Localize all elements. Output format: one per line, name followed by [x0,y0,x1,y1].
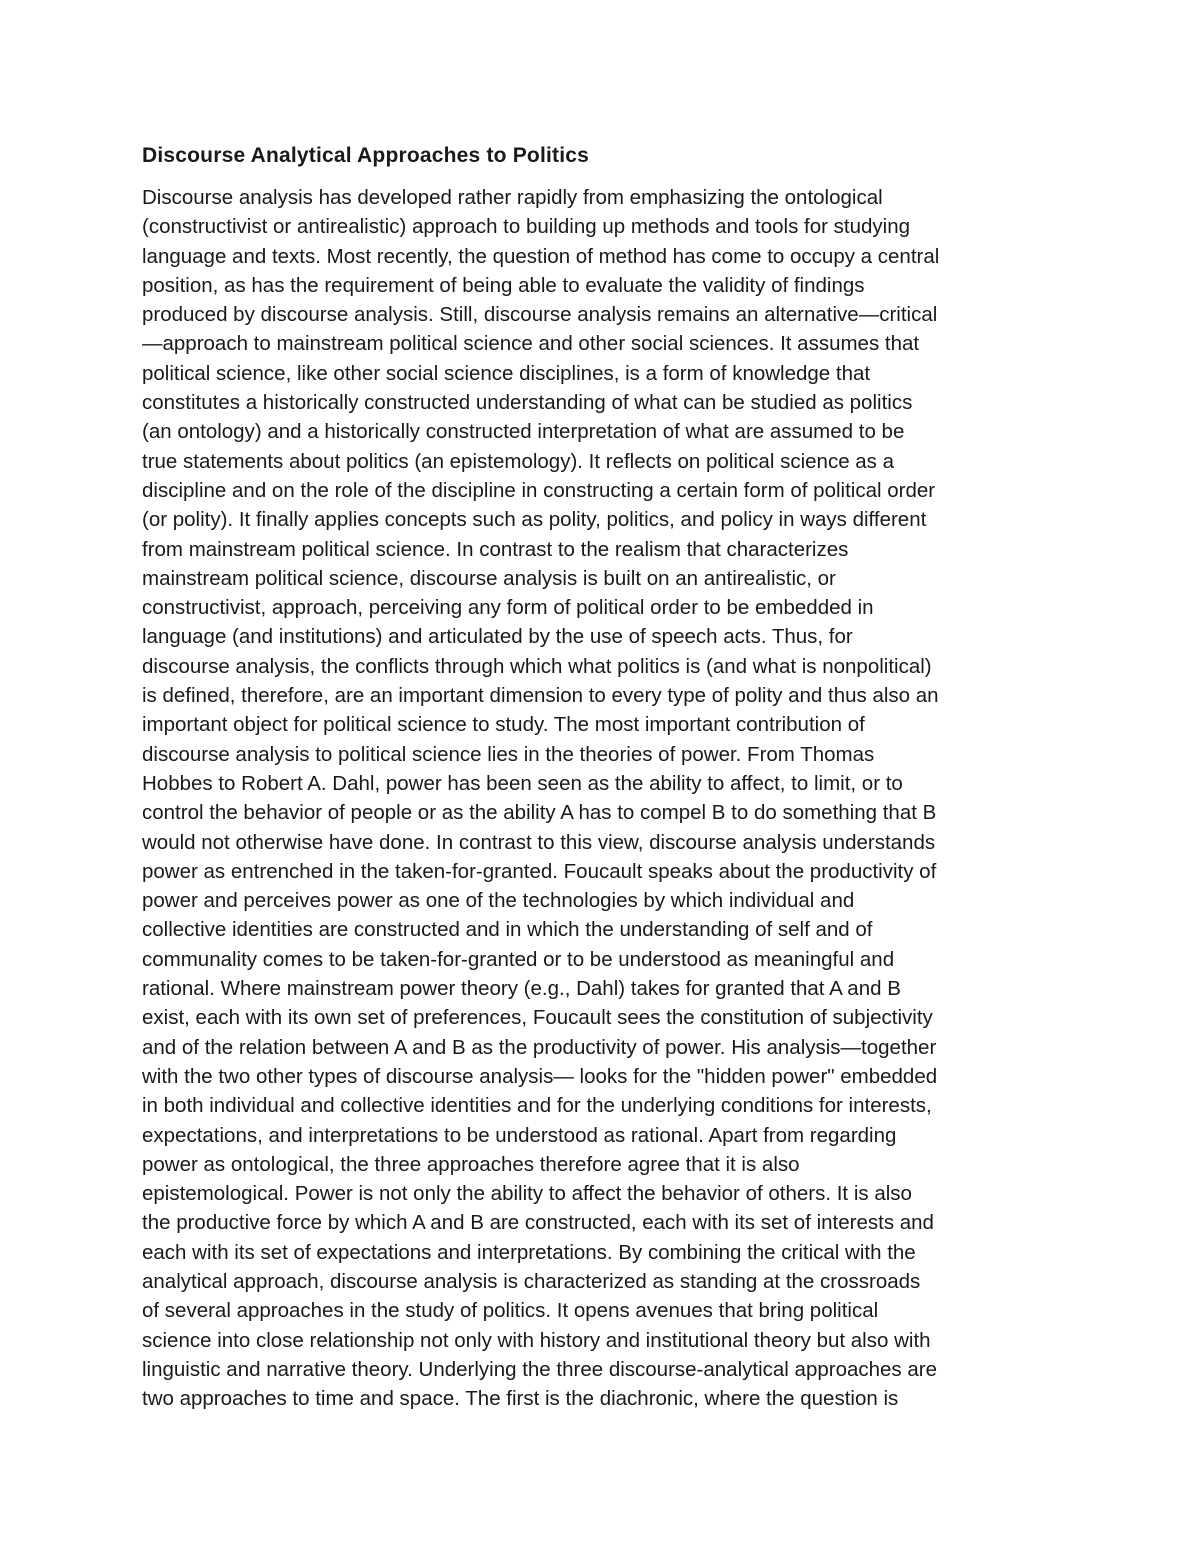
text-line: (constructivist or antirealistic) approach to building up methods and tools for studying [142,215,911,239]
text-line: language and texts. Most recently, the question of method has come to occupy a central [142,244,940,268]
text-line: constitutes a historically constructed understanding of what can be studied as politics [142,391,913,415]
body-paragraph [142,183,1072,1413]
text-line: of several approaches in the study of politics. It opens avenues that bring political [142,1299,879,1323]
text-line: —approach to mainstream political science and other social sciences. It assumes that [142,332,920,356]
text-line: from mainstream political science. In contrast to the realism that characterizes [142,537,849,561]
document-content [142,141,1072,1413]
text-line: political science, like other social science disciplines, is a form of knowledge that [142,361,871,385]
text-line: linguistic and narrative theory. Underlying the three discourse-analytical approaches are [142,1357,937,1381]
text-line: would not otherwise have done. In contrast to this view, discourse analysis understands [142,830,936,854]
text-line: the productive force by which A and B are constructed, each with its set of interests and [142,1211,934,1235]
text-line: expectations, and interpretations to be understood as rational. Apart from regarding [142,1123,897,1147]
text-line: exist, each with its own set of preferences, Foucault sees the constitution of subjectivity [142,1006,933,1030]
text-line: discourse analysis, the conflicts through which what politics is (and what is nonpolitical) [142,654,932,678]
text-line: discourse analysis to political science lies in the theories of power. From Thomas [142,742,875,766]
text-line: power as ontological, the three approaches therefore agree that it is also [142,1152,800,1176]
text-line: language (and institutions) and articulated by the use of speech acts. Thus, for [142,625,853,649]
text-line: rational. Where mainstream power theory (e.g., Dahl) takes for granted that A and B [142,977,901,1001]
text-line: position, as has the requirement of being able to evaluate the validity of findings [142,273,865,297]
text-line: two approaches to time and space. The first is the diachronic, where the question is [142,1387,899,1411]
text-line: science into close relationship not only with history and institutional theory but also with [142,1328,931,1352]
text-line: (an ontology) and a historically constructed interpretation of what are assumed to be [142,420,905,444]
text-line: (or polity). It finally applies concepts such as polity, politics, and policy in ways different [142,508,927,532]
text-line: Discourse analysis has developed rather rapidly from emphasizing the ontological [142,186,883,209]
text-line: mainstream political science, discourse analysis is built on an antirealistic, or [142,566,836,590]
text-line: constructivist, approach, perceiving any form of political order to be embedded in [142,596,874,620]
text-line: Hobbes to Robert A. Dahl, power has been seen as the ability to affect, to limit, or to [142,771,903,795]
text-line: communality comes to be taken-for-granted or to be understood as meaningful and [142,947,895,971]
text-line: power as entrenched in the taken-for-granted. Foucault speaks about the productivity of [142,859,937,883]
text-line: true statements about politics (an epistemology). It reflects on political science as a [142,449,895,473]
text-line: discipline and on the role of the discipline in constructing a certain form of political order [142,478,936,502]
text-line: collective identities are constructed and in which the understanding of self and of [142,918,873,942]
text-line: each with its set of expectations and interpretations. By combining the critical with the [142,1240,916,1264]
text-line: in both individual and collective identities and for the underlying conditions for interests, [142,1094,932,1118]
text-line: important object for political science to study. The most important contribution of [142,713,865,737]
text-line: with the two other types of discourse analysis— looks for the "hidden power" embedded [142,1064,938,1088]
document-title: Discourse Analytical Approaches to Politics [142,144,590,167]
text-line: produced by discourse analysis. Still, discourse analysis remains an alternative—critical [142,303,938,327]
text-line: control the behavior of people or as the ability A has to compel B to do something that B [142,801,937,825]
text-line: is defined, therefore, are an important dimension to every type of polity and thus also an [142,684,939,708]
text-line: analytical approach, discourse analysis is characterized as standing at the crossroads [142,1269,921,1293]
text-line: and of the relation between A and B as the productivity of power. His analysis—together [142,1035,937,1059]
text-line: epistemological. Power is not only the ability to affect the behavior of others. It is also [142,1182,912,1206]
text-line: power and perceives power as one of the technologies by which individual and [142,889,855,913]
